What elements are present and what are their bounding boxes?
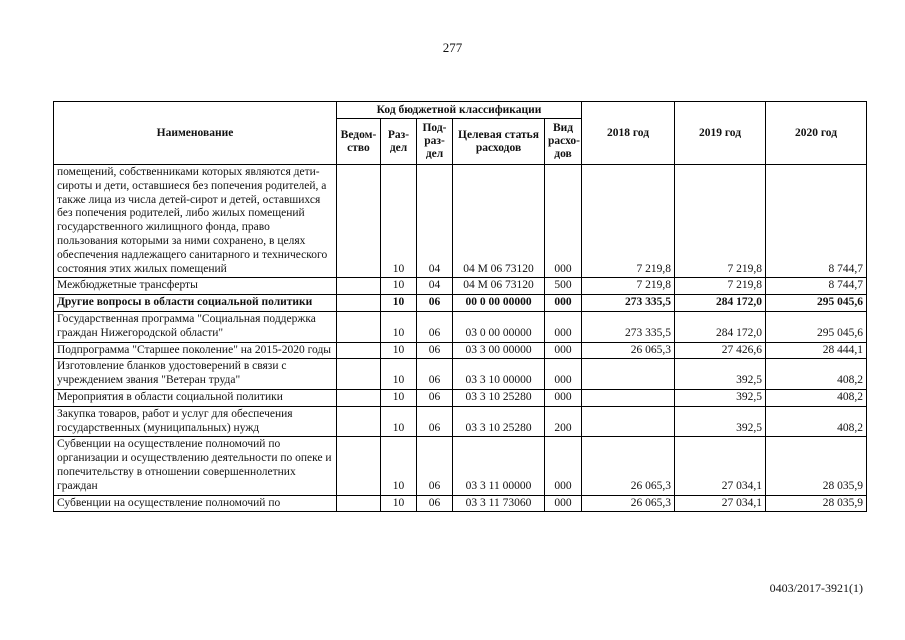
table-row (54, 437, 867, 495)
row-2020-value: 295 045,6 (766, 311, 867, 342)
row-department-cell (337, 278, 381, 295)
header-subsection: Под-раз-дел (417, 119, 453, 165)
row-section-cell: 10 (381, 389, 417, 406)
header-year-2020: 2020 год (766, 102, 867, 165)
header-department: Ведом-ство (337, 119, 381, 165)
table-row (54, 389, 867, 406)
header-budget-code: Код бюджетной классификации (337, 102, 582, 119)
row-subsection-cell: 06 (417, 342, 453, 359)
row-name-cell: Изготовление бланков удостоверений в связи с учреждением звания "Ветеран труда" (54, 359, 337, 390)
row-expense-type-cell: 000 (545, 495, 582, 512)
row-target-article-cell: 04 М 06 73120 (453, 278, 545, 295)
row-name-cell: Государственная программа "Социальная поддержка граждан Нижегородской области" (54, 311, 337, 342)
row-subsection-cell: 06 (417, 437, 453, 495)
table-row (54, 495, 867, 512)
row-department-cell (337, 495, 381, 512)
row-section-cell: 10 (381, 406, 417, 437)
row-2020-value: 28 444,1 (766, 342, 867, 359)
row-target-article-cell: 03 3 10 25280 (453, 406, 545, 437)
row-2020-value: 28 035,9 (766, 437, 867, 495)
row-subsection-cell: 06 (417, 495, 453, 512)
row-section-cell: 10 (381, 495, 417, 512)
row-target-article-cell: 03 0 00 00000 (453, 311, 545, 342)
row-subsection-cell: 04 (417, 278, 453, 295)
row-section-cell: 10 (381, 165, 417, 278)
row-expense-type-cell: 000 (545, 437, 582, 495)
row-section-cell: 10 (381, 278, 417, 295)
header-year-2018: 2018 год (582, 102, 675, 165)
row-section-cell: 10 (381, 342, 417, 359)
row-section-cell: 10 (381, 295, 417, 312)
table-row (54, 295, 867, 312)
header-name: Наименование (54, 102, 337, 165)
row-section-cell: 10 (381, 359, 417, 390)
row-2018-value: 7 219,8 (582, 165, 675, 278)
row-2018-value (582, 406, 675, 437)
row-2019-value: 392,5 (675, 359, 766, 390)
row-target-article-cell: 03 3 10 25280 (453, 389, 545, 406)
row-target-article-cell: 03 3 10 00000 (453, 359, 545, 390)
row-2020-value: 8 744,7 (766, 165, 867, 278)
row-expense-type-cell: 000 (545, 342, 582, 359)
table-row (54, 406, 867, 437)
row-subsection-cell: 06 (417, 359, 453, 390)
row-subsection-cell: 04 (417, 165, 453, 278)
row-2019-value: 27 034,1 (675, 495, 766, 512)
row-expense-type-cell: 000 (545, 311, 582, 342)
row-name-cell: Мероприятия в области социальной политики (54, 389, 337, 406)
table-row (54, 278, 867, 295)
row-name-cell: Субвенции на осуществление полномочий по (54, 495, 337, 512)
table-row (54, 165, 867, 278)
row-section-cell: 10 (381, 311, 417, 342)
row-name-cell: Другие вопросы в области социальной политики (54, 295, 337, 312)
table-row (54, 342, 867, 359)
row-department-cell (337, 359, 381, 390)
row-2019-value: 284 172,0 (675, 295, 766, 312)
row-target-article-cell: 03 3 11 00000 (453, 437, 545, 495)
row-2019-value: 27 034,1 (675, 437, 766, 495)
row-2018-value (582, 389, 675, 406)
row-name-cell: Межбюджетные трансферты (54, 278, 337, 295)
row-2020-value: 408,2 (766, 389, 867, 406)
document-code: 0403/2017-3921(1) (769, 581, 863, 595)
row-2020-value: 295 045,6 (766, 295, 867, 312)
table-row (54, 359, 867, 390)
row-subsection-cell: 06 (417, 295, 453, 312)
row-target-article-cell: 04 М 06 73120 (453, 165, 545, 278)
table-body (54, 165, 867, 512)
row-2020-value: 408,2 (766, 406, 867, 437)
row-2019-value: 27 426,6 (675, 342, 766, 359)
table-row (54, 311, 867, 342)
row-department-cell (337, 342, 381, 359)
row-target-article-cell: 03 3 00 00000 (453, 342, 545, 359)
row-department-cell (337, 165, 381, 278)
row-2019-value: 7 219,8 (675, 165, 766, 278)
row-subsection-cell: 06 (417, 406, 453, 437)
row-name-cell: Закупка товаров, работ и услуг для обеспечения государственных (муниципальных) нужд (54, 406, 337, 437)
row-subsection-cell: 06 (417, 389, 453, 406)
row-2018-value (582, 359, 675, 390)
page-number: 277 (442, 40, 463, 55)
row-expense-type-cell: 000 (545, 295, 582, 312)
row-expense-type-cell: 200 (545, 406, 582, 437)
row-target-article-cell: 03 3 11 73060 (453, 495, 545, 512)
row-2018-value: 7 219,8 (582, 278, 675, 295)
row-2018-value: 26 065,3 (582, 342, 675, 359)
row-2019-value: 392,5 (675, 389, 766, 406)
row-target-article-cell: 00 0 00 00000 (453, 295, 545, 312)
row-department-cell (337, 406, 381, 437)
row-2018-value: 26 065,3 (582, 437, 675, 495)
row-2019-value: 7 219,8 (675, 278, 766, 295)
row-name-cell: помещений, собственниками которых являются дети-сироты и дети, оставшиеся без попечения родителей, а также лица из числа детей-сирот и детей, оставшихся без попечения родителей, либо жилых помещений государственного жилищного фонда, право пользования которыми за ними сохранено, в целях обеспечения надлежащего санитарного и технического состояния этих жилых помещений (54, 165, 337, 278)
row-2018-value: 26 065,3 (582, 495, 675, 512)
row-department-cell (337, 437, 381, 495)
row-expense-type-cell: 000 (545, 359, 582, 390)
row-subsection-cell: 06 (417, 311, 453, 342)
row-2020-value: 28 035,9 (766, 495, 867, 512)
row-expense-type-cell: 500 (545, 278, 582, 295)
budget-table (53, 101, 867, 512)
row-2020-value: 408,2 (766, 359, 867, 390)
row-department-cell (337, 295, 381, 312)
row-2018-value: 273 335,5 (582, 295, 675, 312)
header-year-2019: 2019 год (675, 102, 766, 165)
row-department-cell (337, 311, 381, 342)
header-target-article: Целевая статья расходов (453, 119, 545, 165)
header-expense-type: Вид расхо-дов (545, 119, 582, 165)
row-expense-type-cell: 000 (545, 165, 582, 278)
row-name-cell: Подпрограмма "Старшее поколение" на 2015-2020 годы (54, 342, 337, 359)
row-section-cell: 10 (381, 437, 417, 495)
row-2019-value: 392,5 (675, 406, 766, 437)
row-department-cell (337, 389, 381, 406)
header-section: Раз-дел (381, 119, 417, 165)
row-2018-value: 273 335,5 (582, 311, 675, 342)
row-expense-type-cell: 000 (545, 389, 582, 406)
row-name-cell: Субвенции на осуществление полномочий по организации и осуществлению деятельности по опеке и попечительству в отношении совершеннолетних граждан (54, 437, 337, 495)
row-2020-value: 8 744,7 (766, 278, 867, 295)
row-2019-value: 284 172,0 (675, 311, 766, 342)
